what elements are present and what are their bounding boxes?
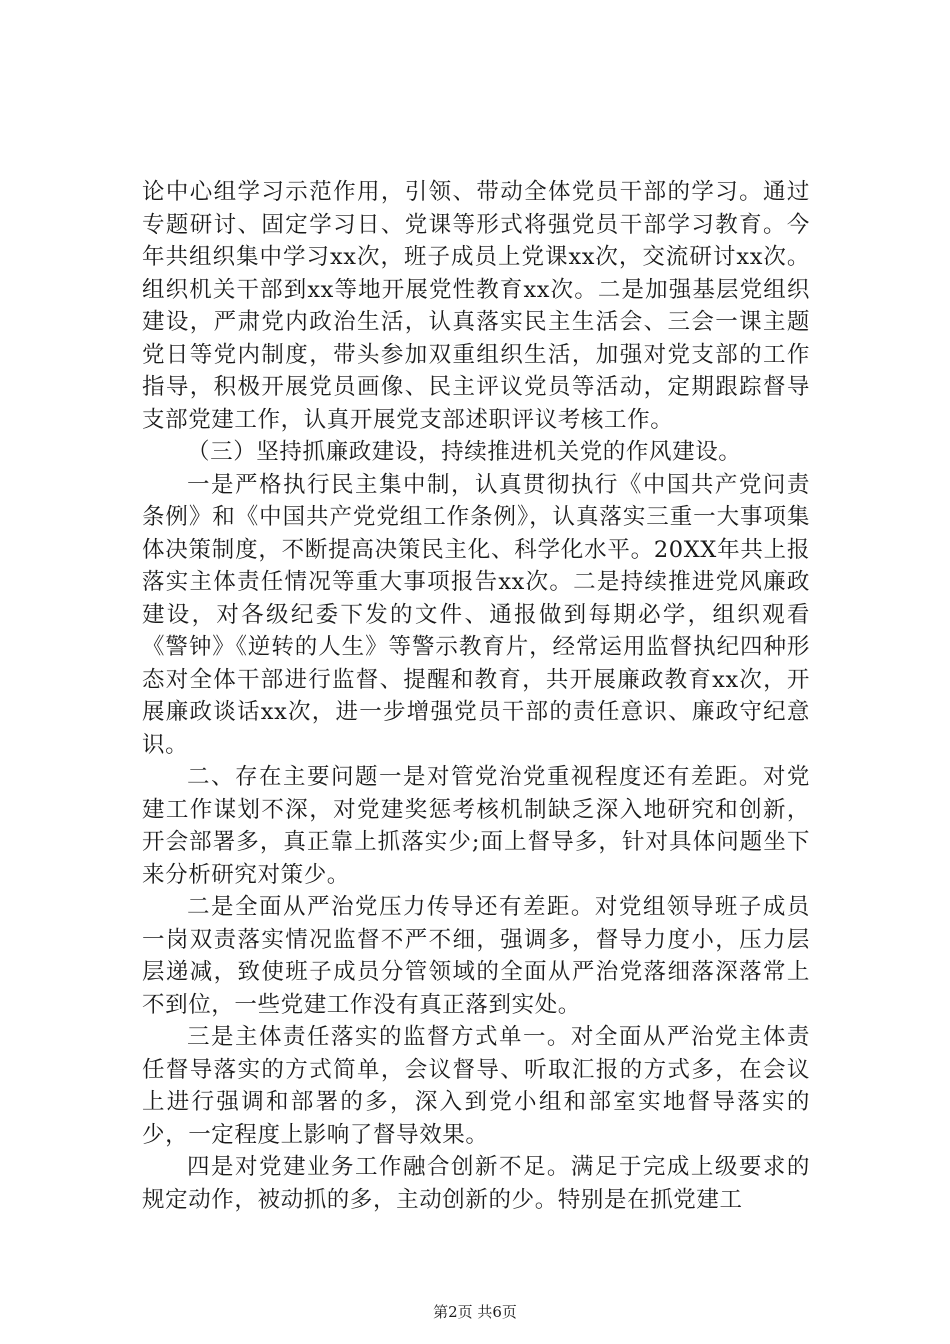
paragraph-5: 二是全面从严治党压力传导还有差距。对党组领导班子成员一岗双责落实情况监督不严不细，强调多，督导力度小，压力层层递减，致使班子成员分管领域的全面从严治党落细落深落常上不到位，一些党建工作没有真正落到实处。 (142, 894, 810, 1018)
paragraph-1: 论中心组学习示范作用，引领、带动全体党员干部的学习。通过专题研讨、固定学习日、党课等形式将强党员干部学习教育。今年共组织集中学习xx次，班子成员上党课xx次，交流研讨xx次。组织机关干部到xx等地开展党性教育xx次。二是加强基层党组织建设，严肃党内政治生活，认真落实民主生活会、三会一课主题党日等党内制度，带头参加双重组织生活，加强对党支部的工作指导，积极开展党员画像、民主评议党员等活动，定期跟踪督导支部党建工作，认真开展党支部述职评议考核工作。 (142, 179, 810, 433)
document-body (142, 176, 810, 1216)
paragraph-2: （三）坚持抓廉政建设，持续推进机关党的作风建设。 (187, 439, 742, 465)
paragraph-6: 三是主体责任落实的监督方式单一。对全面从严治党主体责任督导落实的方式简单，会议督导、听取汇报的方式多，在会议上进行强调和部署的多，深入到党小组和部室实地督导落实的少，一定程度上影响了督导效果。 (142, 1024, 810, 1148)
paragraph-3: 一是严格执行民主集中制，认真贯彻执行《中国共产党问责条例》和《中国共产党党组工作条例》，认真落实三重一大事项集体决策制度，不断提高决策民主化、科学化水平。20XX年共上报落实主体责任情况等重大事项报告xx次。二是持续推进党风廉政建设，对各级纪委下发的文件、通报做到每期必学，组织观看《警钟》《逆转的人生》等警示教育片，经常运用监督执纪四种形态对全体干部进行监督、提醒和教育，共开展廉政教育xx次，开展廉政谈话xx次，进一步增强党员干部的责任意识、廉政守纪意识。 (142, 471, 810, 758)
paragraph-7: 四是对党建业务工作融合创新不足。满足于完成上级要求的规定动作，被动抓的多，主动创新的少。特别是在抓党建工 (142, 1154, 810, 1213)
paragraph-4: 二、存在主要问题一是对管党治党重视程度还有差距。对党建工作谋划不深，对党建奖惩考核机制缺乏深入地研究和创新，开会部署多，真正靠上抓落实少;面上督导多，针对具体问题坐下来分析研究对策少。 (142, 764, 810, 888)
page-footer: 第2页 共6页 (433, 1303, 517, 1321)
